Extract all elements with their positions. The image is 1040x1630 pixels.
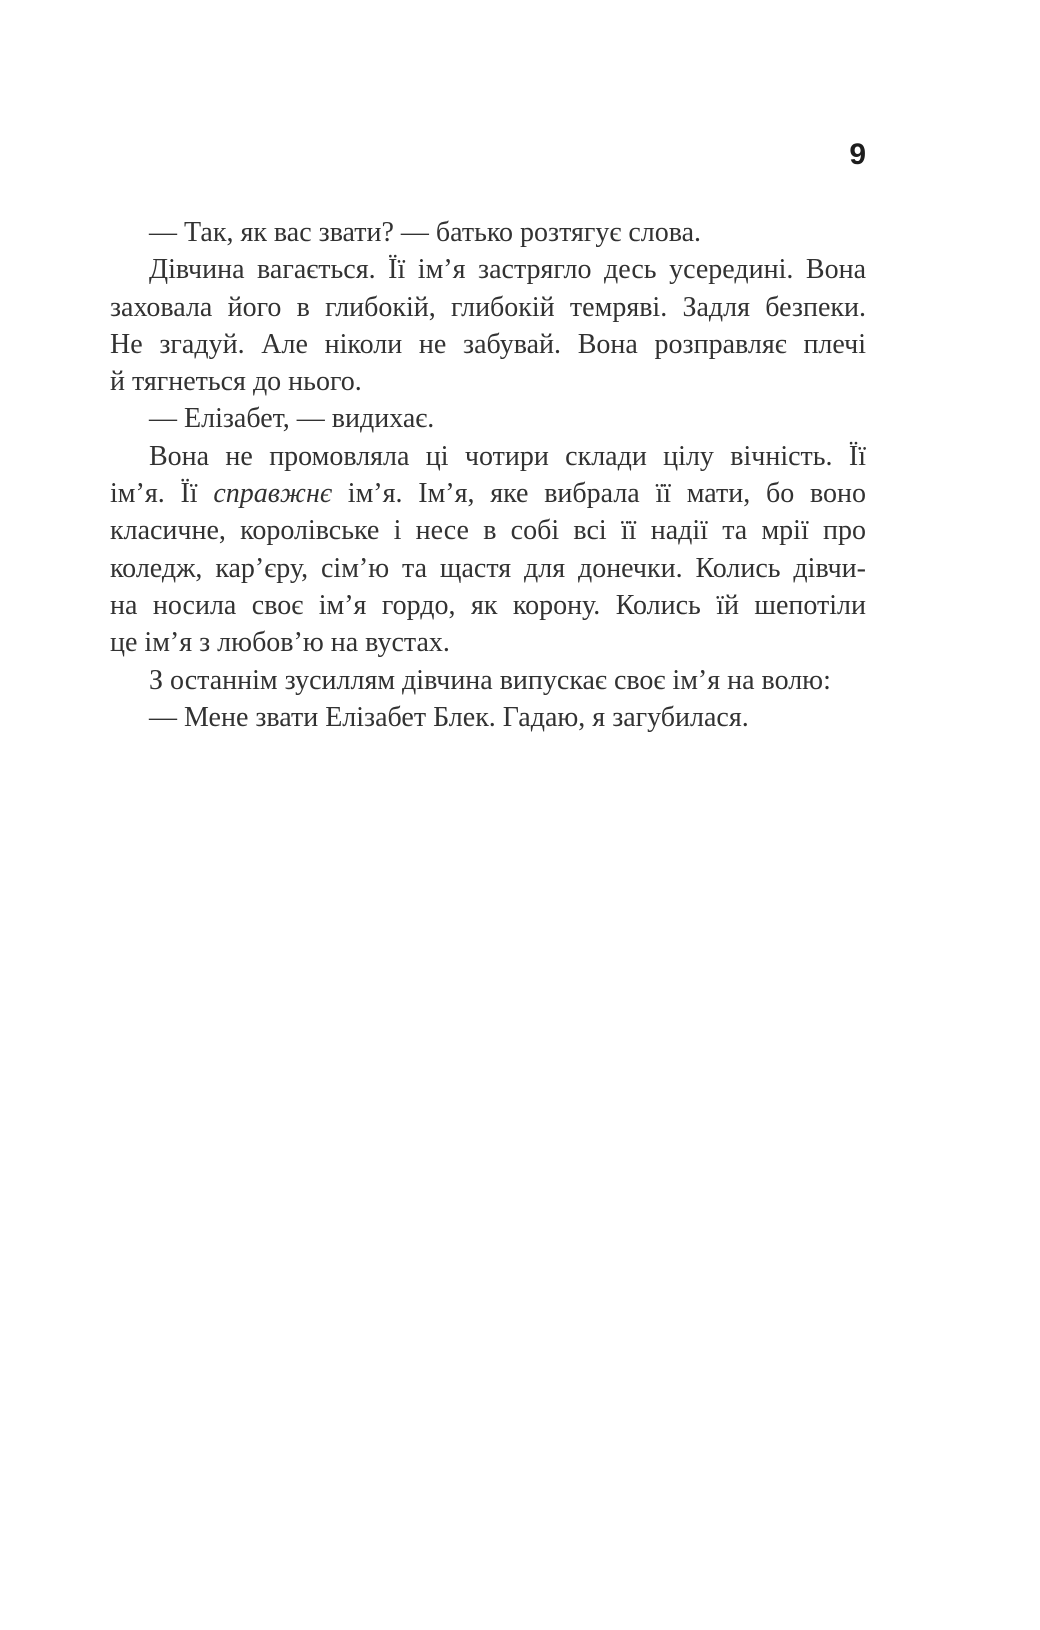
page-text xyxy=(110,214,866,736)
text-line: класичне, королівське і несе в собі всі її надії та мрії про xyxy=(110,515,866,547)
text-line: й тягнеться до нього. xyxy=(110,366,362,398)
text-line: — Мене звати Елізабет Блек. Гадаю, я загубилася. xyxy=(149,701,749,733)
text-segment: ім’я. Ім’я, яке вибрала її мати, бо воно xyxy=(332,478,866,510)
text-line xyxy=(110,475,866,512)
text-line: Не згадуй. Але ніколи не забувай. Вона розправляє плечі xyxy=(110,328,866,360)
text-line: — Так, як вас звати? — батько розтягує слова. xyxy=(149,217,702,248)
text-line: на носила своє ім’я гордо, як корону. Колись їй шепотіли xyxy=(110,589,866,621)
text-line: — Елізабет, — видихає. xyxy=(149,403,435,435)
text-segment-italic: справжнє xyxy=(213,478,333,510)
page-number: 9 xyxy=(849,138,866,171)
text-line: це ім’я з любов’ю на вустах. xyxy=(110,627,450,659)
text-segment: ім’я. Її xyxy=(110,478,214,510)
text-line: заховала його в глибокій, глибокій темряві. Задля безпеки. xyxy=(110,291,866,323)
text-line: Вона не промовляла ці чотири склади цілу вічність. Її xyxy=(149,440,866,472)
text-line: коледж, кар’єру, сім’ю та щастя для донечки. Колись дівчи- xyxy=(110,552,866,584)
text-line: Дівчина вагається. Її ім’я застрягло десь усередині. Вона xyxy=(149,254,866,286)
text-line: З останнім зусиллям дівчина випускає своє ім’я на волю: xyxy=(149,664,831,696)
